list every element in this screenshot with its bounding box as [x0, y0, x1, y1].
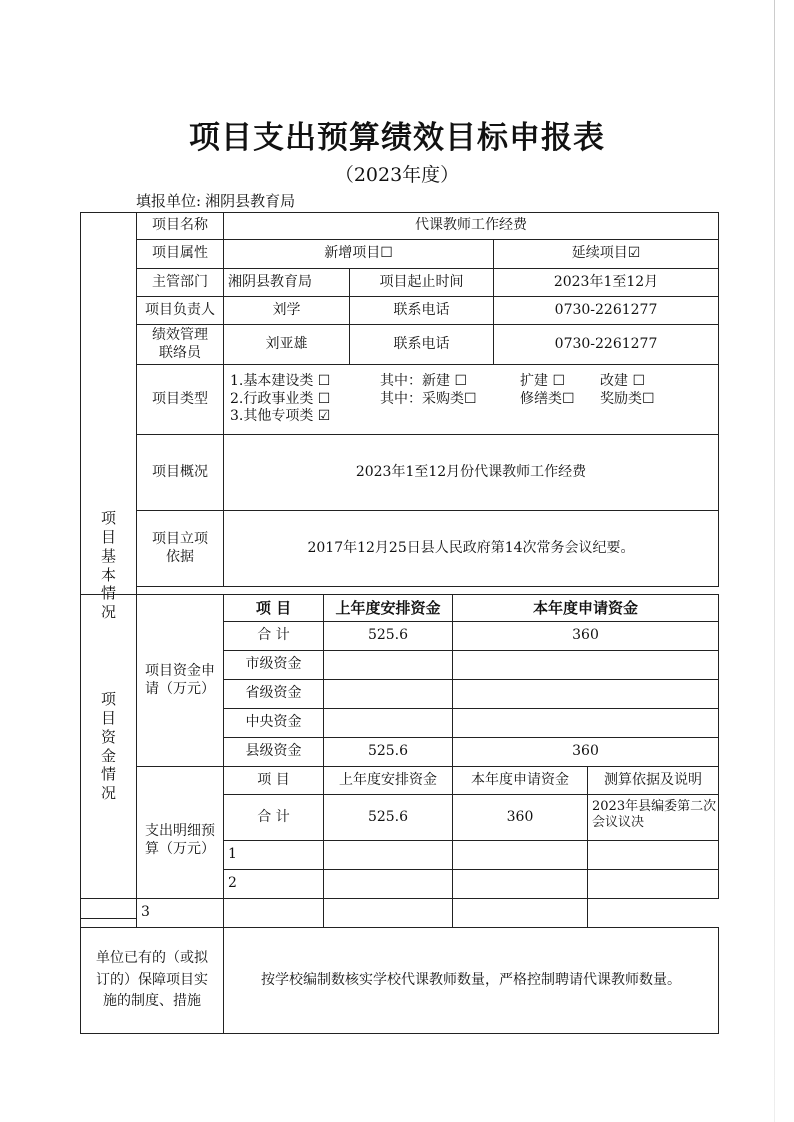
- leader-phone-value: 0730-2261277: [494, 297, 719, 325]
- detail-row-2-note: [588, 870, 719, 899]
- detail-row-1-prev: [324, 841, 453, 870]
- dept-label: 主管部门: [137, 269, 224, 297]
- dept-value: 湘阴县教育局: [224, 269, 350, 297]
- contact-value: 刘亚雄: [224, 325, 350, 365]
- project-type-options: [224, 365, 719, 435]
- apply-row-prev: 525.6: [324, 622, 453, 651]
- type-other-special[interactable]: 3.其他专项类 ☑: [230, 408, 331, 425]
- apply-row-name: 省级资金: [224, 680, 324, 709]
- apply-row-name: 合 计: [224, 622, 324, 651]
- filler-label: 填报单位:: [136, 192, 202, 210]
- detail-row-2: 2: [224, 870, 324, 899]
- apply-row-name: 县级资金: [224, 738, 324, 767]
- type-purchase[interactable]: 其中：采购类☐: [380, 390, 477, 407]
- apply-row-prev: [324, 680, 453, 709]
- apply-row-curr: [453, 680, 719, 709]
- leader-value: 刘学: [224, 297, 350, 325]
- detail-label-spacer: [81, 899, 137, 928]
- project-name-label: 项目名称: [137, 213, 224, 240]
- detail-row-3-note: [453, 899, 588, 928]
- overview-label: 项目概况: [137, 435, 224, 511]
- detail-row-2-curr: [453, 870, 588, 899]
- attr-new-checkbox[interactable]: 新增项目☐: [224, 240, 494, 269]
- detail-header-item: 项 目: [224, 767, 324, 795]
- leader-phone-label: 联系电话: [350, 297, 494, 325]
- measures-value: 按学校编制数核实学校代课教师数量，严格控制聘请代课教师数量。: [224, 928, 719, 1034]
- type-repair[interactable]: 修缮类☐: [520, 390, 575, 407]
- type-basic-construction[interactable]: 1.基本建设类 ☐: [230, 373, 331, 390]
- apply-header-prev: 上年度安排资金: [324, 595, 453, 622]
- type-admin[interactable]: 2.行政事业类 ☐: [230, 390, 331, 407]
- apply-row-name: 市级资金: [224, 651, 324, 680]
- apply-row-prev: 525.6: [324, 738, 453, 767]
- detail-header-note: 测算依据及说明: [588, 767, 719, 795]
- section-funds-info: 项 目 资 金 情 况: [81, 595, 137, 899]
- detail-row-3-prev: [224, 899, 324, 928]
- apply-row-curr: 360: [453, 738, 719, 767]
- detail-budget-label: 支出明细预 算（万元）: [137, 767, 224, 899]
- detail-total-note: 2023年县编委第二次会议议决: [588, 795, 719, 841]
- type-expand[interactable]: 扩建 ☐: [520, 373, 566, 390]
- apply-row-curr: [453, 651, 719, 680]
- period-value: 2023年1至12月: [494, 269, 719, 297]
- detail-row-3: 3: [137, 899, 224, 928]
- basis-label: 项目立项 依据: [137, 511, 224, 587]
- detail-total-curr: 360: [453, 795, 588, 841]
- contact-phone-label: 联系电话: [350, 325, 494, 365]
- contact-label: 绩效管理 联络员: [137, 325, 224, 365]
- project-type-label: 项目类型: [137, 365, 224, 435]
- detail-header-curr: 本年度申请资金: [453, 767, 588, 795]
- apply-row-prev: [324, 709, 453, 738]
- project-name-value: 代课教师工作经费: [224, 213, 719, 240]
- basis-value: 2017年12月25日县人民政府第14次常务会议纪要。: [224, 511, 719, 587]
- detail-row-1-curr: [453, 841, 588, 870]
- period-label: 项目起止时间: [350, 269, 494, 297]
- detail-row-3-curr: [324, 899, 453, 928]
- filler-unit: [136, 190, 299, 211]
- funds-table: [80, 594, 719, 1034]
- detail-row-2-prev: [324, 870, 453, 899]
- apply-row-prev: [324, 651, 453, 680]
- detail-total-prev: 525.6: [324, 795, 453, 841]
- detail-header-prev: 上年度安排资金: [324, 767, 453, 795]
- type-reward[interactable]: 奖励类☐: [600, 390, 655, 407]
- fund-apply-label: 项目资金申 请（万元）: [137, 595, 224, 767]
- detail-row-1-note: [588, 841, 719, 870]
- measures-label: 单位已有的（或拟 订的）保障项目实 施的制度、措施: [81, 928, 224, 1034]
- apply-row-name: 中央资金: [224, 709, 324, 738]
- type-new-build[interactable]: 其中：新建 ☐: [380, 373, 468, 390]
- apply-header-item: 项 目: [224, 595, 324, 622]
- apply-header-curr: 本年度申请资金: [453, 595, 719, 622]
- apply-row-curr: [453, 709, 719, 738]
- page-title: 项目支出预算绩效目标申报表: [189, 120, 605, 156]
- type-rebuild[interactable]: 改建 ☐: [600, 373, 646, 390]
- contact-phone-value: 0730-2261277: [494, 325, 719, 365]
- detail-total-name: 合 计: [224, 795, 324, 841]
- attr-continue-checkbox[interactable]: 延续项目☑: [494, 240, 719, 269]
- section-basic-info: 项 目 基 本 情 况: [81, 213, 137, 919]
- detail-row-1: 1: [224, 841, 324, 870]
- filler-value: 湘阴县教育局: [205, 192, 296, 210]
- project-attr-label: 项目属性: [137, 240, 224, 269]
- apply-row-curr: 360: [453, 622, 719, 651]
- page-subtitle-year: （2023年度）: [334, 164, 460, 186]
- leader-label: 项目负责人: [137, 297, 224, 325]
- overview-value: 2023年1至12月份代课教师工作经费: [224, 435, 719, 511]
